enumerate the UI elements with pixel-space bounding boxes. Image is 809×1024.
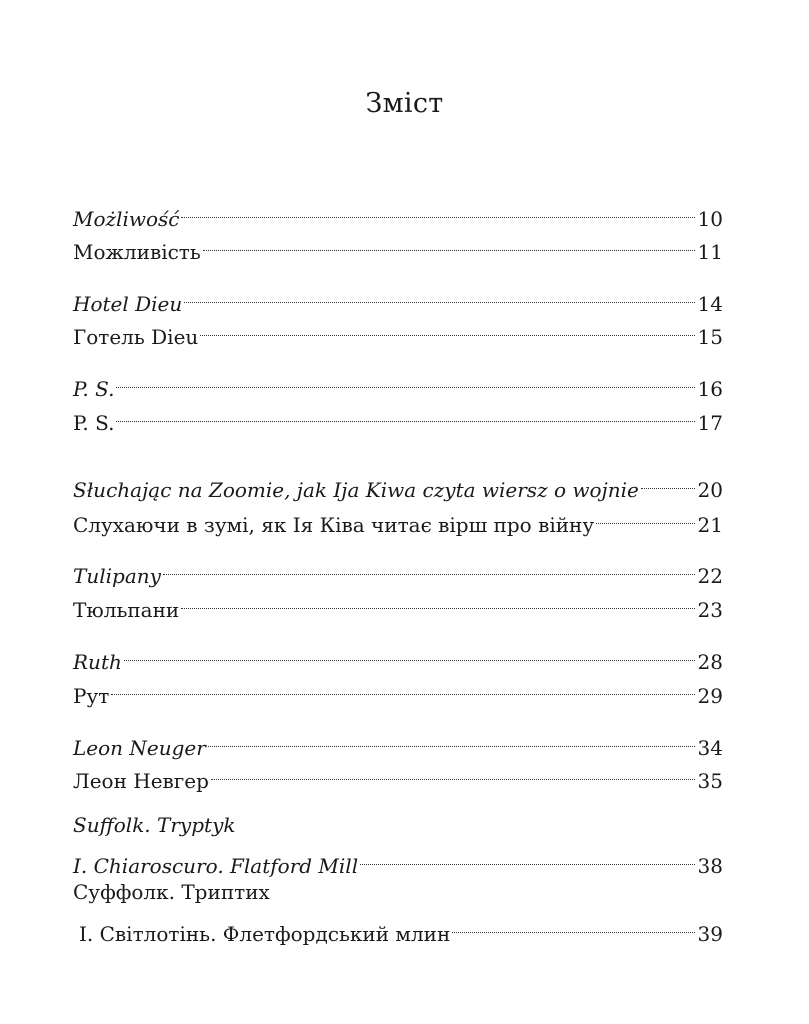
- dot-leader: [116, 366, 695, 396]
- toc-entry[interactable]: [73, 843, 723, 878]
- toc-entry-title: Możliwość: [73, 207, 180, 231]
- toc-entry[interactable]: [73, 467, 723, 502]
- toc-entry[interactable]: [73, 400, 723, 435]
- toc-entry-title: Готель Dieu: [73, 325, 199, 349]
- toc-page-number: 10: [697, 207, 723, 231]
- toc-page-number: 28: [697, 650, 723, 674]
- toc-entry[interactable]: [73, 673, 723, 708]
- toc-entry-title: I. Світлотінь. Флетфордський млин: [79, 922, 451, 946]
- dot-leader: [163, 553, 695, 583]
- toc-entry[interactable]: [73, 229, 723, 264]
- toc-entry-title: Leon Neuger: [73, 736, 206, 760]
- toc-entry-title: Ruth: [73, 650, 122, 674]
- toc-entry[interactable]: [73, 196, 723, 231]
- toc-entry-title: P. S.: [73, 377, 115, 401]
- toc-page-number: 35: [697, 769, 723, 793]
- toc-section-heading[interactable]: [73, 877, 723, 907]
- dot-leader: [211, 758, 695, 788]
- toc-page-number: 29: [697, 684, 723, 708]
- toc-entry-title: Suffolk. Tryptyk: [73, 813, 236, 837]
- toc-entry-title: I. Chiaroscuro. Flatford Mill: [73, 854, 359, 878]
- toc-entry-title: Суффолк. Триптих: [73, 880, 270, 904]
- toc-entry[interactable]: [73, 587, 723, 622]
- dot-leader: [111, 673, 695, 703]
- toc-page-number: 17: [697, 411, 723, 435]
- toc-entry[interactable]: [73, 314, 723, 349]
- dot-leader: [116, 400, 695, 430]
- dot-leader: [208, 725, 695, 755]
- toc-page-number: 21: [697, 513, 723, 537]
- toc-page-number: 20: [697, 478, 723, 502]
- dot-leader: [181, 196, 695, 226]
- dot-leader: [124, 639, 695, 669]
- toc-entry[interactable]: [73, 553, 723, 588]
- toc-page-number: 23: [697, 598, 723, 622]
- toc-entry-title: Слухаючи в зумі, як Ія Ківа читає вірш про війну: [73, 513, 595, 537]
- toc-entry[interactable]: [73, 502, 723, 537]
- toc-page-number: 39: [697, 922, 723, 946]
- dot-leader: [184, 281, 695, 311]
- toc-page-number: 38: [697, 854, 723, 878]
- toc-entry[interactable]: [73, 366, 723, 401]
- toc-entry-title: Tulipany: [73, 564, 161, 588]
- toc-entry-title: Słuchając na Zoomie, jak Ija Kiwa czyta wiersz o wojnie: [73, 478, 639, 502]
- toc-entry-title: Тюльпани: [73, 598, 180, 622]
- toc-section-heading[interactable]: [73, 810, 723, 840]
- dot-leader: [641, 467, 695, 497]
- toc-entry[interactable]: [73, 758, 723, 793]
- toc-entry[interactable]: [73, 639, 723, 674]
- toc-entry[interactable]: [79, 911, 723, 946]
- toc-page-number: 34: [697, 736, 723, 760]
- toc-page-number: 22: [697, 564, 723, 588]
- dot-leader: [200, 314, 695, 344]
- toc-entry-title: Можливість: [73, 240, 201, 264]
- toc-entry[interactable]: [73, 725, 723, 760]
- dot-leader: [203, 229, 695, 259]
- toc-entry-title: P. S.: [73, 411, 115, 435]
- toc-entry[interactable]: [73, 281, 723, 316]
- dot-leader: [360, 843, 695, 873]
- dot-leader: [181, 587, 695, 617]
- toc-entry-title: Леон Невгер: [73, 769, 209, 793]
- dot-leader: [596, 502, 695, 532]
- toc-page-number: 14: [697, 292, 723, 316]
- dot-leader: [452, 911, 695, 941]
- page-title: Зміст: [365, 88, 444, 119]
- toc-entry-title: Рут: [73, 684, 110, 708]
- toc-page-number: 11: [697, 240, 723, 264]
- toc-page-number: 15: [697, 325, 723, 349]
- toc-entry-title: Hotel Dieu: [73, 292, 183, 316]
- toc-page-number: 16: [697, 377, 723, 401]
